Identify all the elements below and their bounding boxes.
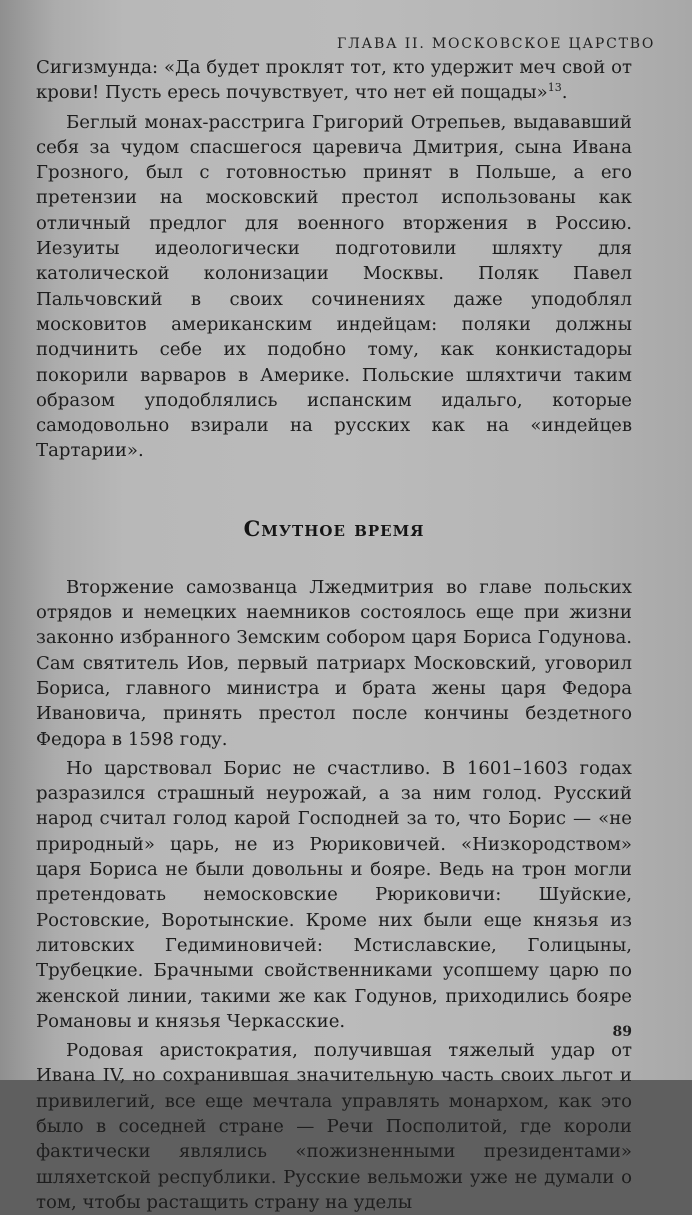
page-number: 89 (612, 1024, 632, 1040)
running-head: ГЛАВА II. МОСКОВСКОЕ ЦАРСТВО (337, 36, 656, 52)
section-heading: Смутное время (243, 515, 425, 541)
paragraph: Беглый монах-расстрига Григорий Отрепьев, выдававший себя за чудом спасшегося царевича Дмитрия, сына Ивана Грозного, был с готовностью принят в Польше, а его претензии на московский престол использованы как отличный предлог для военного вторжения в Россию. Иезуиты идеологически подготовили шляхту для католической колонизации Москвы. Поляк Павел Пальчовский в своих сочинениях даже уподоблял московитов американским индейцам: поляки должны подчинить себе их подобно тому, как конкистадоры покорили варваров в Америке. Польские шляхтичи таким образом уподоблялись испанским идальго, которые самодовольно взирали на русских как на «индейцев Тартарии». (36, 111, 632, 462)
paragraph-text: Сигизмунда: «Да будет проклят тот, кто удержит меч свой от крови! Пусть ересь почувствует, что нет ей пощады» (36, 57, 632, 104)
page-content (36, 55, 632, 1215)
paragraph: Но царствовал Борис не счастливо. В 1601–1603 годах разразился страшный неурожай, а за ним голод. Русский народ считал голод карой Господней за то, что Борис — «не природный» царь, не из Рюриковичей. «Низкородством» царя Бориса не были довольны и бояре. Ведь на трон могли претендовать немосковские Рюриковичи: Шуйские, Ростовские, Воротынские. Кроме них были еще князья из литовских Гедиминовичей: Мстиславские, Голицыны, Трубецкие. Брачными свойственниками усопшему царю по женской линии, такими же как Годунов, приходились бояре Романовы и князья Черкасские. (36, 757, 632, 1032)
paragraph: Родовая аристократия, получившая тяжелый удар от Ивана IV, но сохранившая значительную часть своих льгот и привилегий, все еще мечтала управлять монархом, как это было в соседней стране — Речи Посполитой, где короли фактически являлись «пожизненными президентами» шляхетской республики. Русские вельможи уже не думали о том, чтобы растащить страну на уделы (36, 1040, 632, 1213)
paragraph: Вторжение самозванца Лжедмитрия во главе польских отрядов и немецких наемников состоялось еще при жизни законно избранного Земским собором царя Бориса Годунова. Сам святитель Иов, первый патриарх Московский, уговорил Бориса, главного министра и брата жены царя Федора Ивановича, принять престол после кончины бездетного Федора в 1598 году. (36, 576, 632, 750)
paragraph-continuation: Сигизмунда: «Да будет проклят тот, кто удержит меч свой от крови! Пусть ересь почувствует, что нет ей пощады»$^{13}$. (36, 57, 632, 104)
footnote-reference: 13 (547, 81, 562, 95)
